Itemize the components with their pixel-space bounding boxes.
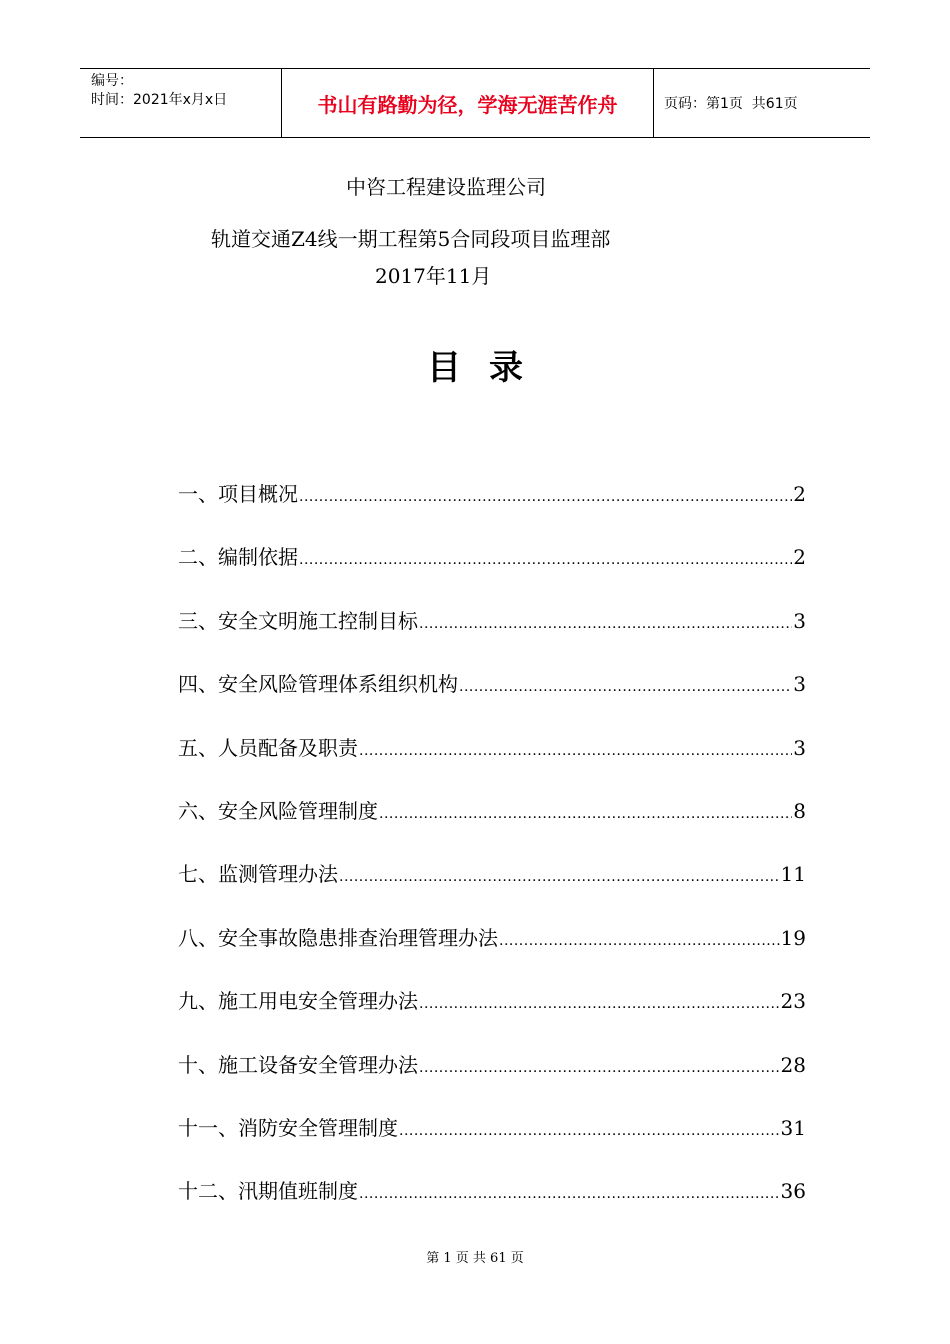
toc-leader-dots: [299, 552, 792, 568]
toc-leader-dots: [459, 679, 792, 695]
header-page-cell: [654, 69, 870, 137]
toc-entry-page: 11: [780, 862, 806, 887]
toc-entry-page: 2: [793, 545, 806, 570]
toc-entry-label: 十二、汛期值班制度: [178, 1179, 358, 1204]
toc-entry-label: 四、安全风险管理体系组织机构: [178, 672, 458, 697]
toc-entry[interactable]: [178, 795, 806, 858]
toc-entry-label: 八、安全事故隐患排查治理管理办法: [178, 925, 498, 950]
toc-leader-dots: [379, 806, 792, 822]
toc-leader-dots: [419, 996, 780, 1012]
toc-entry[interactable]: [178, 668, 806, 731]
toc-entry[interactable]: [178, 478, 806, 541]
header-motto: 书山有路勤为径，学海无涯苦作舟: [281, 69, 654, 137]
toc-leader-dots: [359, 743, 792, 759]
toc-entry-page: 3: [793, 735, 806, 760]
toc-entry-label: 十、施工设备安全管理办法: [178, 1052, 418, 1077]
toc-entry-label: 六、安全风险管理制度: [178, 798, 378, 823]
toc-leader-dots: [419, 616, 792, 632]
toc-entry-label: 七、监测管理办法: [178, 862, 338, 887]
time-label: 时间：2021年x月x日: [91, 92, 228, 108]
table-of-contents: [178, 478, 806, 1239]
project-name: 轨道交通Z4线一期工程第5合同段项目监理部: [211, 227, 611, 251]
toc-entry-page: 8: [793, 798, 806, 823]
toc-entry-page: 36: [780, 1179, 806, 1204]
toc-entry-label: 五、人员配备及职责: [178, 735, 358, 760]
toc-entry-page: 23: [780, 989, 806, 1014]
toc-entry-label: 三、安全文明施工控制目标: [178, 608, 418, 633]
toc-entry-page: 19: [780, 925, 806, 950]
toc-entry[interactable]: [178, 605, 806, 668]
page-info: 页码：第1页 共61页: [664, 96, 798, 112]
toc-title: 目录: [427, 348, 551, 388]
toc-entry-label: 十一、消防安全管理制度: [178, 1115, 398, 1140]
toc-entry-page: 28: [780, 1052, 806, 1077]
toc-entry[interactable]: [178, 541, 806, 604]
toc-entry-label: 二、编制依据: [178, 545, 298, 570]
toc-entry[interactable]: [178, 1049, 806, 1112]
toc-leader-dots: [359, 1186, 780, 1202]
toc-entry[interactable]: [178, 732, 806, 795]
footer-page-number: 第 1 页 共 61 页: [426, 1251, 524, 1266]
toc-leader-dots: [339, 869, 780, 885]
document-header: [80, 68, 870, 138]
toc-leader-dots: [399, 1123, 780, 1139]
toc-entry[interactable]: [178, 1175, 806, 1238]
header-meta-cell: [80, 69, 281, 137]
toc-entry-page: 3: [793, 608, 806, 633]
toc-entry-page: 2: [793, 482, 806, 506]
document-date: 2017年11月: [375, 264, 492, 288]
toc-leader-dots: [419, 1060, 780, 1076]
toc-entry[interactable]: [178, 1112, 806, 1175]
company-name: 中咨工程建设监理公司: [346, 175, 546, 199]
toc-entry[interactable]: [178, 922, 806, 985]
toc-entry-label: 九、施工用电安全管理办法: [178, 989, 418, 1014]
toc-entry-page: 31: [780, 1115, 806, 1140]
number-label: 编号：: [91, 73, 133, 89]
toc-leader-dots: [299, 489, 792, 505]
toc-entry[interactable]: [178, 985, 806, 1048]
toc-entry-label: 一、项目概况: [178, 482, 298, 506]
page-footer: [0, 1247, 950, 1266]
toc-entry-page: 3: [793, 672, 806, 697]
toc-leader-dots: [499, 933, 780, 949]
toc-entry[interactable]: [178, 858, 806, 921]
